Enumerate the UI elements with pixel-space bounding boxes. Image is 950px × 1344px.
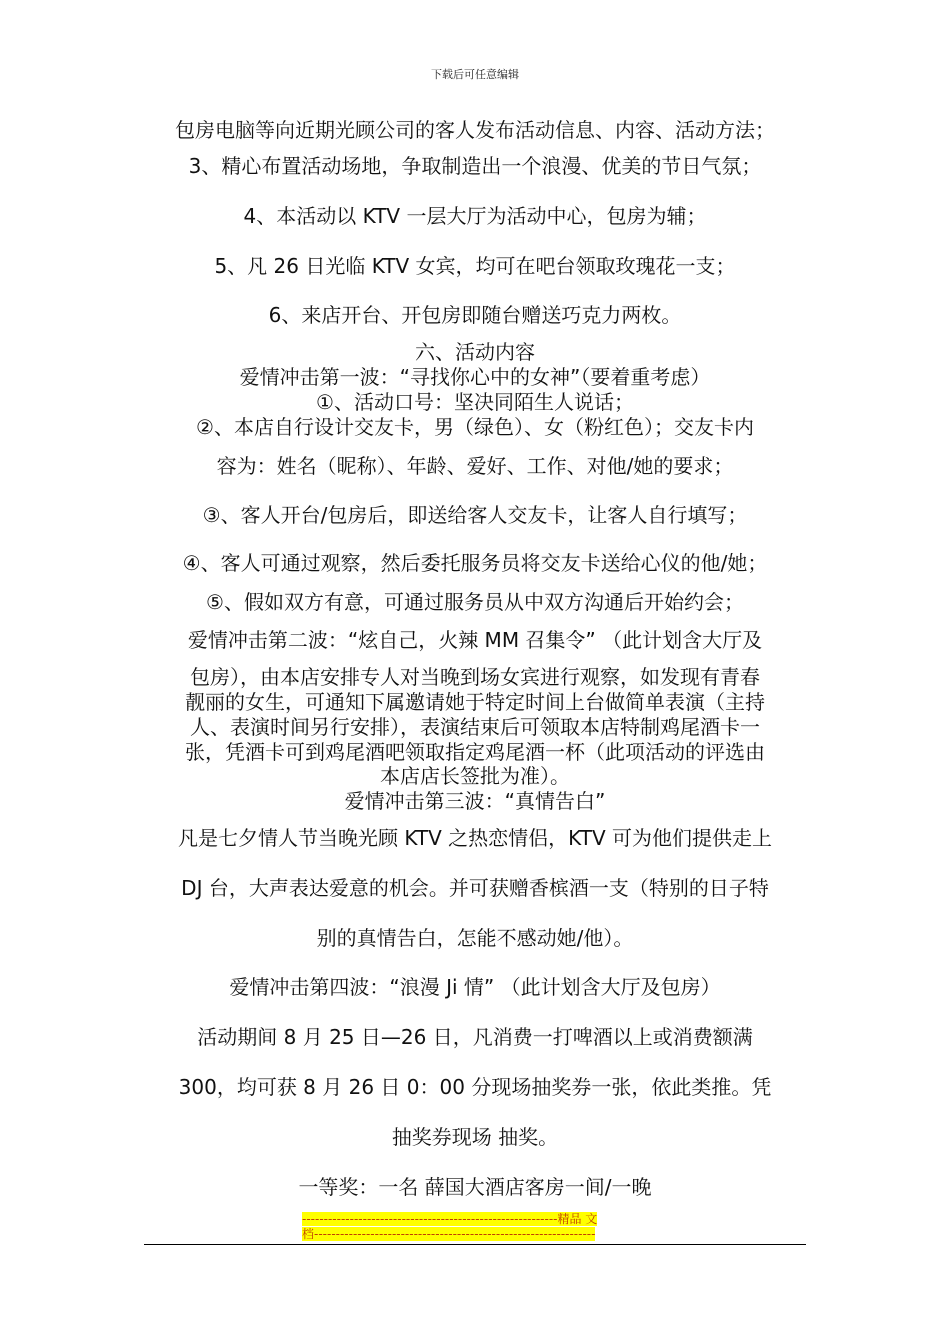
text-line: 爱情冲击第三波：“真情告白” (344, 789, 606, 813)
text-line: ④、客人可通过观察，然后委托服务员将交友卡送给心仪的他/她； (182, 551, 768, 575)
text-line: ②、本店自行设计交友卡，男（绿色）、女（粉红色）；交友卡内 (196, 415, 754, 439)
text-line: ⑤、假如双方有意，可通过服务员从中双方沟通后开始约会； (206, 590, 744, 614)
text-line: 一等奖：一名 薛国大酒店客房一间/一晚 (298, 1175, 652, 1199)
text-line: 靓丽的女生，可通知下属邀请她于特定时间上台做简单表演（主持 (185, 690, 765, 714)
footer-watermark-text: 档----------------------------------------------------------------- (302, 1227, 596, 1241)
text-line: 别的真情告白，怎能不感动她/他）。 (316, 926, 634, 950)
text-line: 容为：姓名（昵称）、年龄、爱好、工作、对他/她的要求； (216, 454, 734, 478)
text-line: 6、来店开台、开包房即随台赠送巧克力两枚。 (268, 303, 682, 327)
text-line: 4、本活动以 KTV 一层大厅为活动中心，包房为辅； (243, 204, 707, 228)
text-line: 抽奖券现场 抽奖。 (391, 1125, 559, 1149)
section-heading: 六、活动内容 (415, 340, 535, 364)
footer-divider (144, 1244, 806, 1245)
page-header: 下载后可任意编辑 (431, 68, 519, 81)
text-line: 爱情冲击第一波：“寻找你心中的女神”（要着重考虑） (239, 365, 711, 389)
text-line: 3、精心布置活动场地，争取制造出一个浪漫、优美的节日气氛； (188, 154, 762, 178)
text-line: 爱情冲击第二波：“炫自己，火辣 MM 召集令” （此计划含大厅及 (187, 628, 763, 652)
text-line: 人、表演时间另行安排），表演结束后可领取本店特制鸡尾酒卡一 (190, 715, 760, 739)
text-line: 活动期间 8 月 25 日—26 日，凡消费一打啤酒以上或消费额满 (197, 1025, 753, 1049)
text-line: ①、活动口号：坚决同陌生人说话； (316, 390, 634, 414)
footer-watermark-line-2 (302, 1227, 648, 1242)
text-line: 本店店长签批为准）。 (380, 764, 570, 788)
text-line: 包房电脑等向近期光顾公司的客人发布活动信息、内容、活动方法； (175, 118, 775, 142)
text-line: 300，均可获 8 月 26 日 0：00 分现场抽奖券一张，依此类推。凭 (178, 1075, 772, 1099)
text-line: 张，凭酒卡可到鸡尾酒吧领取指定鸡尾酒一杯（此项活动的评选由 (185, 740, 765, 764)
text-line: 5、凡 26 日光临 KTV 女宾，均可在吧台领取玫瑰花一支； (214, 254, 736, 278)
text-line: 凡是七夕情人节当晚光顾 KTV 之热恋情侣，KTV 可为他们提供走上 (178, 826, 772, 850)
text-line: DJ 台，大声表达爱意的机会。并可获赠香槟酒一支（特别的日子特 (181, 876, 769, 900)
footer-watermark-line-1 (302, 1212, 648, 1227)
text-line: 爱情冲击第四波：“浪漫 Ji 情” （此计划含大厅及包房） (229, 975, 721, 999)
footer-watermark-text: -----------------------------------------------------------精品 文 (302, 1212, 598, 1226)
text-line: 包房），由本店安排专人对当晚到场女宾进行观察，如发现有青春 (190, 665, 760, 689)
text-line: ③、客人开台/包房后，即送给客人交友卡，让客人自行填写； (202, 503, 748, 527)
